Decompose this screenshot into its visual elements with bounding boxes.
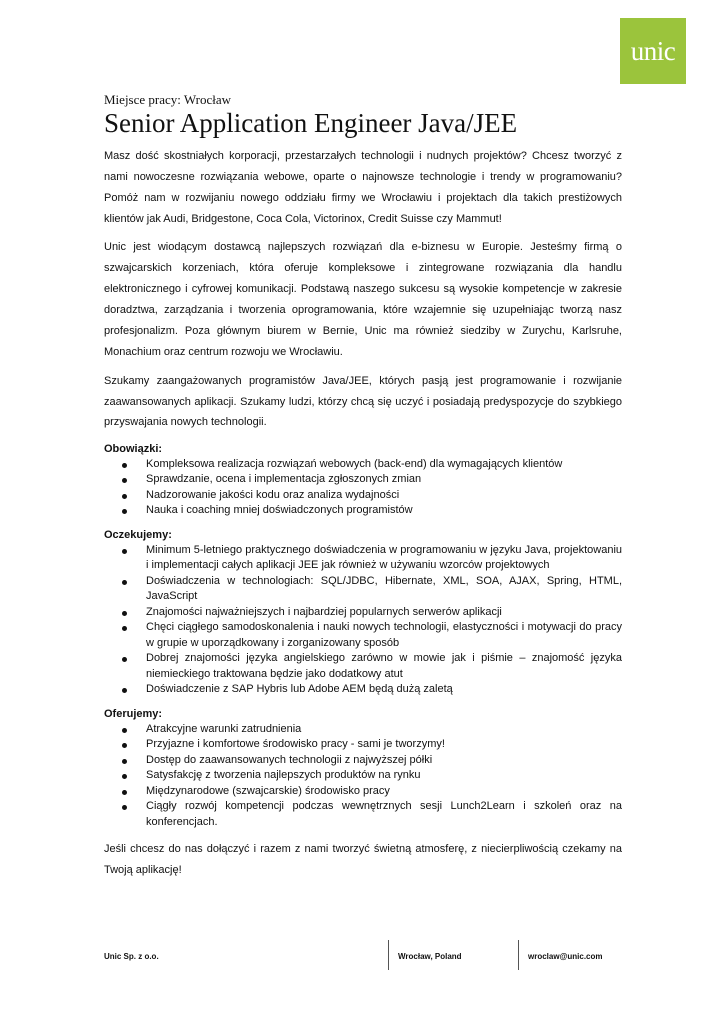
footer-divider bbox=[388, 940, 389, 970]
bullet-icon bbox=[122, 580, 127, 585]
list-item bbox=[104, 543, 622, 574]
duties-section bbox=[104, 442, 622, 519]
list-item-text: Dostęp do zaawansowanych technologii z najwyższej półki bbox=[146, 753, 433, 766]
closing-paragraph: Jeśli chcesz do nas dołączyć i razem z nami tworzyć świetną atmosferę, z niecierpliwością czekamy na Twoją aplikację! bbox=[104, 843, 622, 876]
list-item bbox=[104, 682, 622, 698]
bullet-icon bbox=[122, 759, 127, 764]
list-item-text: Minimum 5-letniego praktycznego doświadczenia w programowaniu w języku Java, projektowaniu i implementacji całych aplikacji JEE jak również w używaniu wzorców projektowych bbox=[146, 543, 622, 571]
bullet-icon bbox=[122, 478, 127, 483]
list-item bbox=[104, 784, 622, 800]
footer-divider bbox=[518, 940, 519, 970]
company-paragraph: Unic jest wiodącym dostawcą najlepszych rozwiązań dla e-biznesu w Europie. Jesteśmy firmą o szwajcarskich korzeniach, która oferuje kompleksowe i zintegrowane rozwiązania dla handlu elektronicznego i cyfrowej komunikacji. Podstawą naszego sukcesu są wysokie kompetencje w zakresie doradztwa, zarządzania i tworzenia oprogramowania, które wzajemnie się uzupełniając tworzą nasz profesjonalizm. Poza głównym biurem w Bernie, Unic ma również siedziby w Zurychu, Karlsruhe, Monachium oraz centrum rozwoju we Wrocławiu. bbox=[104, 241, 622, 358]
list-item bbox=[104, 768, 622, 784]
page-title: Senior Application Engineer Java/JEE bbox=[104, 108, 518, 138]
list-item bbox=[104, 753, 622, 769]
list-item bbox=[104, 799, 622, 830]
expectations-heading: Oczekujemy: bbox=[104, 528, 172, 541]
bullet-icon bbox=[122, 509, 127, 514]
bullet-icon bbox=[122, 790, 127, 795]
list-item bbox=[104, 605, 622, 621]
bullet-icon bbox=[122, 728, 127, 733]
bullet-icon bbox=[122, 743, 127, 748]
list-item bbox=[104, 737, 622, 753]
list-item bbox=[104, 574, 622, 605]
bullet-icon bbox=[122, 657, 127, 662]
bullet-icon bbox=[122, 805, 127, 810]
unic-logo: unic bbox=[620, 18, 686, 84]
offer-list bbox=[104, 722, 622, 831]
list-item bbox=[104, 503, 622, 519]
intro-paragraph: Masz dość skostniałych korporacji, przestarzałych technologii i nudnych projektów? Chcesz tworzyć z nami nowoczesne rozwiązania webowe, oparte o najnowsze technologie i trendy w programowaniu? Pomóż nam w rozwijaniu nowego oddziału firmy we Wrocławiu i projektach dla takich prestiżowych klientów jak Audi, Bridgestone, Coca Cola, Victorinox, Credit Suisse czy Mammut! bbox=[104, 150, 622, 225]
duties-heading: Obowiązki: bbox=[104, 442, 163, 455]
list-item-text: Przyjazne i komfortowe środowisko pracy - sami je tworzymy! bbox=[146, 738, 445, 750]
offer-section bbox=[104, 707, 622, 831]
duties-list bbox=[104, 457, 622, 519]
work-location: Miejsce pracy: Wrocław bbox=[104, 92, 232, 107]
offer-heading: Oferujemy: bbox=[104, 707, 163, 720]
list-item-text: Atrakcyjne warunki zatrudnienia bbox=[146, 722, 302, 735]
list-item-text: Chęci ciągłego samodoskonalenia i nauki nowych technologii, elastyczności i motywacji do pracy w grupie w uporządkowany i zorganizowany sposób bbox=[146, 621, 622, 649]
expectations-section bbox=[104, 528, 622, 698]
list-item bbox=[104, 620, 622, 651]
expectations-list bbox=[104, 543, 622, 698]
footer-email: wroclaw@unic.com bbox=[528, 952, 603, 961]
list-item-text: Nauka i coaching mniej doświadczonych programistów bbox=[146, 504, 413, 516]
bullet-icon bbox=[122, 494, 127, 499]
list-item-text: Nadzorowanie jakości kodu oraz analiza wydajności bbox=[146, 488, 400, 501]
list-item-text: Sprawdzanie, ocena i implementacja zgłoszonych zmian bbox=[146, 473, 422, 485]
list-item-text: Dobrej znajomości języka angielskiego zarówno w mowie jak i piśmie – znajomość języka niemieckiego traktowana będzie jako dodatkowy atut bbox=[146, 652, 622, 680]
seeking-paragraph: Szukamy zaangażowanych programistów Java/JEE, których pasją jest programowanie i rozwijanie zaawansowanych aplikacji. Szukamy ludzi, którzy chcą się uczyć i posiadają predyspozycje do szybkiego przyswajania nowych technologii. bbox=[104, 375, 622, 428]
list-item-text: Międzynarodowe (szwajcarskie) środowisko pracy bbox=[146, 784, 390, 797]
list-item bbox=[104, 722, 622, 738]
footer-city: Wrocław, Poland bbox=[398, 952, 462, 961]
list-item bbox=[104, 651, 622, 682]
bullet-icon bbox=[122, 774, 127, 779]
list-item-text: Satysfakcję z tworzenia najlepszych produktów na rynku bbox=[146, 769, 421, 781]
list-item-text: Doświadczenie z SAP Hybris lub Adobe AEM będą dużą zaletą bbox=[146, 683, 453, 695]
footer-company: Unic Sp. z o.o. bbox=[104, 952, 159, 961]
bullet-icon bbox=[122, 549, 127, 554]
list-item bbox=[104, 488, 622, 504]
list-item-text: Kompleksowa realizacja rozwiązań webowych (back-end) dla wymagających klientów bbox=[146, 457, 563, 470]
list-item-text: Ciągły rozwój kompetencji podczas wewnętrznych sesji Lunch2Learn i szkoleń oraz na konferencjach. bbox=[146, 800, 622, 828]
bullet-icon bbox=[122, 688, 127, 693]
list-item-text: Znajomości najważniejszych i najbardziej popularnych serwerów aplikacji bbox=[146, 605, 502, 618]
job-posting bbox=[104, 92, 622, 889]
bullet-icon bbox=[122, 611, 127, 616]
list-item bbox=[104, 457, 622, 473]
bullet-icon bbox=[122, 463, 127, 468]
bullet-icon bbox=[122, 626, 127, 631]
list-item-text: Doświadczenia w technologiach: SQL/JDBC, Hibernate, XML, SOA, AJAX, Spring, HTML, JavaScript bbox=[146, 574, 622, 602]
list-item bbox=[104, 472, 622, 488]
